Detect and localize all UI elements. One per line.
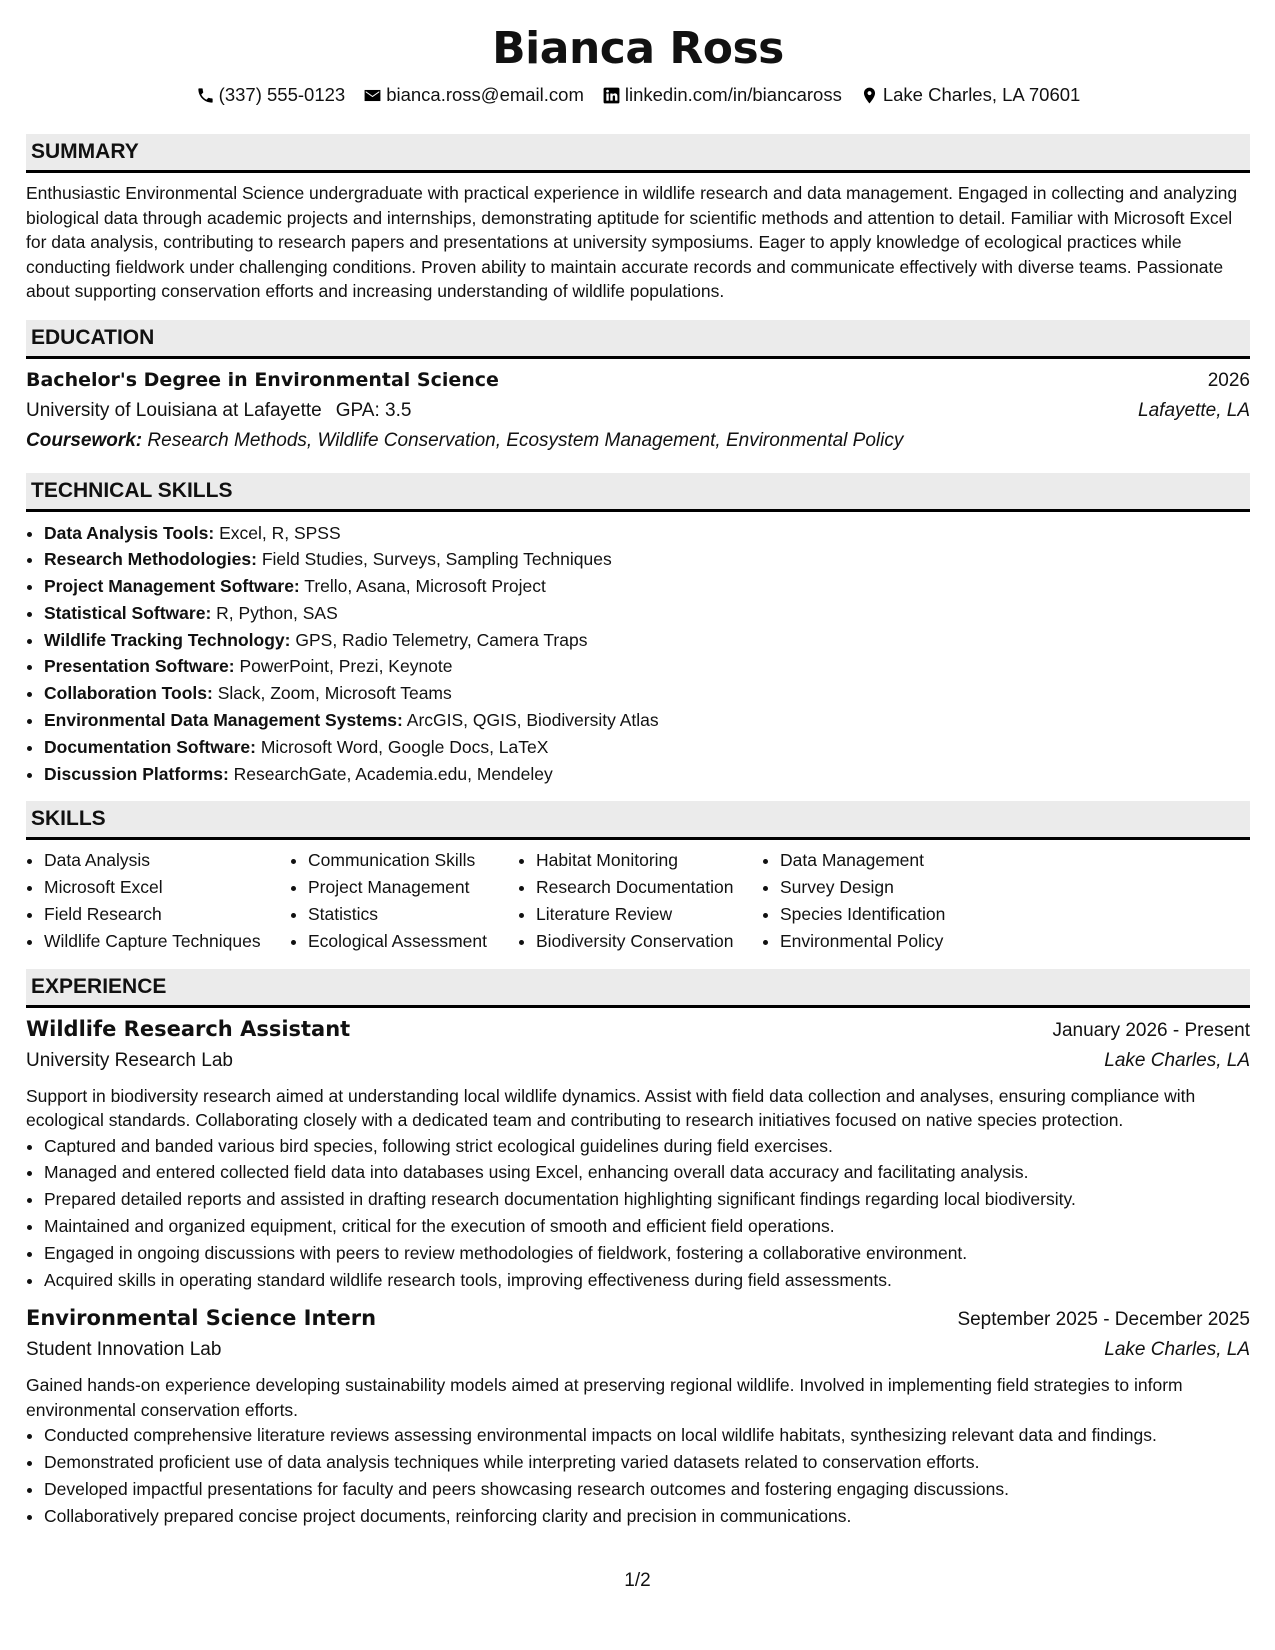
list-item <box>44 734 1250 761</box>
linkedin-icon <box>602 86 621 105</box>
list-item: • Managed and entered collected field data into databases using Excel, enhancing overall data accuracy and facilitating analysis. <box>44 1159 1250 1186</box>
contact-bar <box>26 82 1250 108</box>
school-name: University of Louisiana at Lafayette <box>26 399 322 421</box>
job-description: Gained hands-on experience developing sustainability models aimed at preserving regional wildlife. Involved in implementing field strategies to inform environmental conservation efforts. <box>26 1375 1183 1420</box>
skill-category-label: Documentation Software: <box>44 736 256 757</box>
contact-phone <box>196 82 346 108</box>
job-bullets <box>26 1133 1250 1294</box>
list-item: • Developed impactful presentations for faculty and peers showcasing research outcomes and fostering engaging discussions. <box>44 1476 1250 1503</box>
candidate-name: Bianca Ross <box>492 23 784 74</box>
skill-item: • Project Management <box>308 874 518 901</box>
location-text: Lake Charles, LA 70601 <box>882 84 1081 105</box>
list-item: • Demonstrated proficient use of data analysis techniques while interpreting varied datasets related to conservation efforts. <box>44 1449 1250 1476</box>
skills-column <box>26 847 290 954</box>
phone-text: (337) 555-0123 <box>218 84 346 105</box>
skill-category-label: Presentation Software: <box>44 656 235 677</box>
contact-email[interactable] <box>363 82 584 108</box>
list-item <box>44 546 1250 573</box>
coursework-label: Coursework: <box>26 429 143 451</box>
graduation-year: 2026 <box>1207 369 1250 391</box>
job-bullets <box>26 1422 1250 1529</box>
skill-item: • Survey Design <box>780 874 1000 901</box>
job-organization: University Research Lab <box>26 1049 233 1071</box>
list-item <box>44 707 1250 734</box>
job-description: Support in biodiversity research aimed at understanding local wildlife dynamics. Assist with field data collection and analyses, ensuring compliance with ecological standards. Collaborating closely with a dedicated team and contributing to research initiatives focused on native species protection. <box>26 1085 1196 1131</box>
skill-category-label: Statistical Software: <box>44 602 212 623</box>
map-pin-icon <box>860 86 879 105</box>
section-heading-experience: EXPERIENCE <box>26 969 1250 1008</box>
list-item: • Captured and banded various bird species, following strict ecological guidelines during field exercises. <box>44 1133 1250 1160</box>
education-entry <box>26 365 1250 456</box>
skill-category-value: GPS, Radio Telemetry, Camera Traps <box>295 629 588 650</box>
skill-category-label: Collaboration Tools: <box>44 683 213 704</box>
skill-category-label: Project Management Software: <box>44 576 300 597</box>
list-item <box>44 520 1250 547</box>
contact-linkedin[interactable] <box>602 82 842 108</box>
gpa: GPA: 3.5 <box>335 399 412 421</box>
skill-item: • Biodiversity Conservation <box>536 928 762 955</box>
skill-item: • Ecological Assessment <box>308 928 518 955</box>
skill-category-label: Discussion Platforms: <box>44 763 229 784</box>
job-organization: Student Innovation Lab <box>26 1339 222 1361</box>
skill-item: • Data Management <box>780 847 1000 874</box>
experience-entry <box>26 1303 1250 1529</box>
skill-category-label: Research Methodologies: <box>44 549 257 570</box>
skill-item: • Data Analysis <box>44 847 290 874</box>
list-item <box>44 653 1250 680</box>
skills-column <box>762 847 1000 954</box>
skill-item: • Environmental Policy <box>780 928 1000 955</box>
section-heading-technical-skills: TECHNICAL SKILLS <box>26 473 1250 512</box>
experience-entry <box>26 1014 1250 1294</box>
school-and-gpa <box>26 396 411 426</box>
page-number: 1/2 <box>624 1570 651 1591</box>
skills-column <box>518 847 762 954</box>
skill-item: • Statistics <box>308 901 518 928</box>
list-item <box>44 627 1250 654</box>
skill-category-value: PowerPoint, Prezi, Keynote <box>239 656 453 677</box>
skill-category-label: Data Analysis Tools: <box>44 522 215 543</box>
skill-item: • Literature Review <box>536 901 762 928</box>
list-item: • Collaboratively prepared concise project documents, reinforcing clarity and precision in communications. <box>44 1503 1250 1530</box>
skill-category-label: Wildlife Tracking Technology: <box>44 629 291 650</box>
skill-item: • Microsoft Excel <box>44 874 290 901</box>
list-item: • Prepared detailed reports and assisted in drafting research documentation highlighting significant findings regarding local biodiversity. <box>44 1186 1250 1213</box>
coursework-list: Research Methods, Wildlife Conservation, Ecosystem Management, Environmental Policy <box>147 429 904 451</box>
envelope-icon <box>363 86 382 105</box>
list-item <box>44 761 1250 788</box>
resume-page <box>26 22 1250 1530</box>
degree-title: Bachelor's Degree in Environmental Science <box>26 368 499 391</box>
skill-category-value: Slack, Zoom, Microsoft Teams <box>217 683 452 704</box>
contact-location <box>860 82 1080 108</box>
skill-category-value: Excel, R, SPSS <box>219 522 341 543</box>
skill-category-value: ResearchGate, Academia.edu, Mendeley <box>233 763 553 784</box>
skill-item: • Species Identification <box>780 901 1000 928</box>
list-item: • Acquired skills in operating standard wildlife research tools, improving effectiveness during field assessments. <box>44 1267 1250 1294</box>
skill-item: • Wildlife Capture Techniques <box>44 928 290 955</box>
section-heading-education: EDUCATION <box>26 320 1250 359</box>
skills-grid <box>26 847 1250 954</box>
skill-item: • Field Research <box>44 901 290 928</box>
skill-category-label: Environmental Data Management Systems: <box>44 710 403 731</box>
technical-skills-list <box>26 520 1250 788</box>
school-location: Lafayette, LA <box>1138 399 1250 421</box>
skill-category-value: Microsoft Word, Google Docs, LaTeX <box>260 736 549 757</box>
list-item <box>44 680 1250 707</box>
email-text: bianca.ross@email.com <box>386 84 584 105</box>
skill-category-value: Field Studies, Surveys, Sampling Techniques <box>261 549 612 570</box>
skill-category-value: ArcGIS, QGIS, Biodiversity Atlas <box>406 710 659 731</box>
phone-icon <box>196 86 215 105</box>
skill-item: • Research Documentation <box>536 874 762 901</box>
section-heading-skills: SKILLS <box>26 801 1250 840</box>
job-dates: January 2026 - Present <box>1052 1019 1250 1041</box>
linkedin-text: linkedin.com/in/biancaross <box>624 84 842 105</box>
job-title: Wildlife Research Assistant <box>26 1016 351 1041</box>
list-item <box>44 573 1250 600</box>
list-item <box>44 600 1250 627</box>
summary-text: Enthusiastic Environmental Science undergraduate with practical experience in wildlife research and data management. Engaged in collecting and analyzing biological data through academic projects and internships, demonstrating aptitude for scientific methods and attention to detail. Familiar with Microsoft Excel for data analysis, contributing to research papers and presentations at university symposiums. Eager to apply knowledge of ecological practices while conducting fieldwork under challenging conditions. Proven ability to maintain accurate records and communicate effectively with diverse teams. Passionate about supporting conservation efforts and increasing understanding of wildlife populations. <box>26 183 1238 301</box>
job-location: Lake Charles, LA <box>1104 1049 1250 1071</box>
list-item: • Engaged in ongoing discussions with peers to review methodologies of fieldwork, fostering a collaborative environment. <box>44 1240 1250 1267</box>
skill-category-value: R, Python, SAS <box>216 602 338 623</box>
list-item: • Conducted comprehensive literature reviews assessing environmental impacts on local wildlife habitats, synthesizing relevant data and findings. <box>44 1422 1250 1449</box>
list-item: • Maintained and organized equipment, critical for the execution of smooth and efficient field operations. <box>44 1213 1250 1240</box>
coursework-line <box>26 426 1250 456</box>
skills-column <box>290 847 518 954</box>
section-heading-summary: SUMMARY <box>26 134 1250 173</box>
job-location: Lake Charles, LA <box>1104 1339 1250 1361</box>
skill-category-value: Trello, Asana, Microsoft Project <box>304 576 546 597</box>
job-dates: September 2025 - December 2025 <box>957 1309 1250 1331</box>
job-title: Environmental Science Intern <box>26 1306 377 1331</box>
skill-item: • Communication Skills <box>308 847 518 874</box>
skill-item: • Habitat Monitoring <box>536 847 762 874</box>
